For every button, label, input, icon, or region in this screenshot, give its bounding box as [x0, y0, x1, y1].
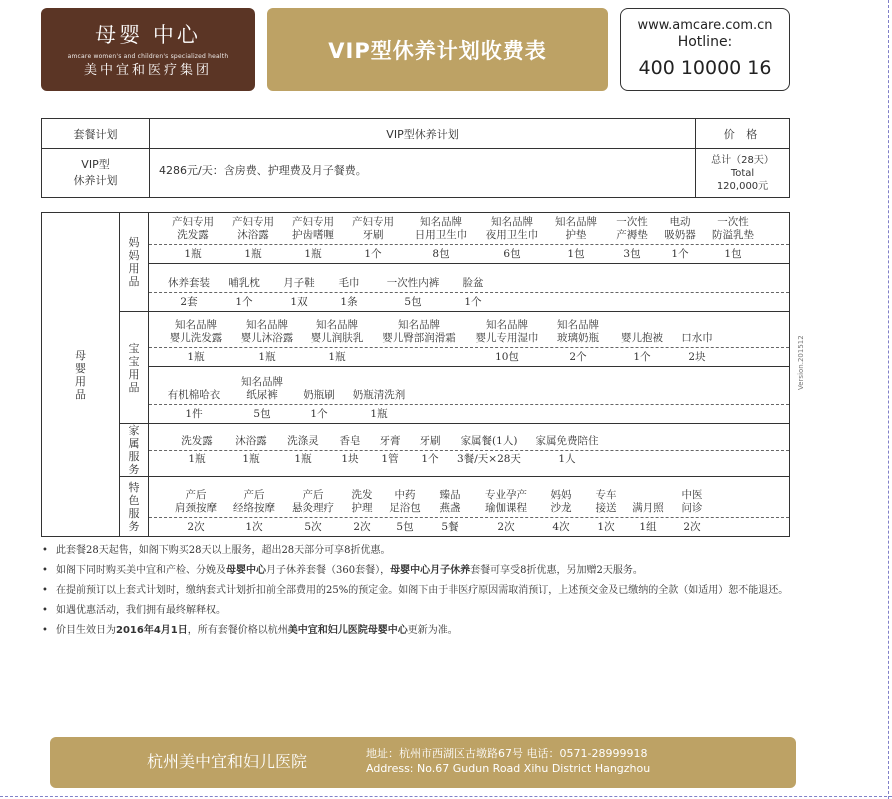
bullet-icon: •	[42, 585, 48, 596]
note-text: 美中宜和妇儿医院母婴中心	[287, 625, 408, 636]
item-qty: 1个	[310, 407, 328, 420]
item-qty: 1瓶	[187, 350, 205, 363]
item-qty: 10包	[495, 350, 519, 363]
item-name: 产妇专用 洗发露	[172, 216, 214, 242]
item-qty: 5次	[304, 520, 322, 533]
item-name: 知名品牌 婴儿臀部润滑霜	[382, 319, 456, 345]
item-name: 知名品牌 玻璃奶瓶	[557, 319, 599, 345]
address-cn: 地址：杭州市西湖区古墩路67号 电话：0571-28999918	[366, 747, 648, 760]
item-qty: 5餐	[441, 520, 459, 533]
item-name: 专车 接送	[595, 489, 617, 515]
item-name: 电动 吸奶器	[664, 216, 696, 242]
item-name: 月子鞋	[283, 277, 315, 290]
cut-line-bottom	[0, 796, 892, 797]
page-title: VIP型休养计划收费表	[267, 8, 608, 91]
plan-name: VIP型 休养计划	[42, 149, 150, 198]
item-name: 毛巾	[338, 277, 360, 290]
item-qty: 3餐/天×28天	[457, 452, 521, 465]
item-name: 知名品牌 婴儿专用湿巾	[475, 319, 539, 345]
section-baby-items	[149, 312, 790, 424]
item-qty: 1次	[597, 520, 615, 533]
item-name: 口水巾	[681, 332, 713, 345]
items-table	[41, 212, 790, 537]
cut-line-right	[888, 0, 889, 799]
item-block	[149, 213, 789, 264]
note-text: 2016年4月1日	[116, 625, 188, 636]
note-text: 母婴中心月子休养	[390, 565, 471, 576]
bullet-icon: •	[42, 605, 48, 616]
item-qty: 2个	[569, 350, 587, 363]
total-value: 120,000元	[716, 180, 769, 192]
note-text: 如遇优惠活动，我们拥有最终解释权。	[56, 605, 226, 616]
note-text: 母婴中心	[226, 565, 266, 576]
note-text: 价目生效日为	[56, 625, 116, 636]
item-qty: 1次	[245, 520, 263, 533]
note-text: 月子休养套餐（360套餐），	[266, 565, 391, 576]
item-qty: 1双	[290, 295, 308, 308]
item-name: 洗发 护理	[351, 489, 373, 515]
plan-table	[41, 118, 790, 198]
item-qty: 1瓶	[258, 350, 276, 363]
hotline-number[interactable]: 400 10000 16	[638, 57, 772, 79]
item-name: 一次性 产褥垫	[616, 216, 648, 242]
item-name: 有机棉哈衣	[167, 389, 221, 402]
plan-price	[696, 149, 790, 198]
note-text: 更新为准。	[407, 625, 458, 636]
hotline-label: Hotline:	[677, 34, 733, 50]
item-name: 家属免费陪住	[535, 434, 599, 447]
item-name: 产妇专用 牙刷	[352, 216, 394, 242]
item-name: 产后 肩颈按摩	[175, 489, 217, 515]
item-name: 牙膏	[379, 434, 401, 447]
item-name: 知名品牌 护垫	[555, 216, 597, 242]
item-qty: 6包	[503, 247, 521, 260]
item-name: 中药 足浴包	[389, 489, 421, 515]
item-name: 香皂	[339, 434, 361, 447]
section-mom-items	[149, 213, 790, 312]
bullet-icon: •	[42, 625, 48, 636]
note-item	[41, 543, 801, 558]
item-name: 一次性 防溢乳垫	[712, 216, 754, 242]
section-label-baby: 宝宝用品	[120, 312, 149, 424]
footer-bar	[50, 737, 796, 788]
item-qty: 1瓶	[244, 247, 262, 260]
item-qty: 1人	[558, 452, 576, 465]
item-name: 知名品牌 婴儿洗发露	[169, 319, 223, 345]
item-name: 知名品牌 婴儿沐浴露	[240, 319, 294, 345]
col-plan-header: 套餐计划	[42, 119, 150, 149]
note-item	[41, 603, 801, 618]
total-en: Total	[730, 167, 755, 179]
note-text: 在提前预订以上套式计划时，缴纳套式计划折扣前全部费用的25%的预定金。如阁下由于非医疗原因需取消预订，上述预交金及已缴纳的全款（如适用）恕不能退还。	[56, 585, 789, 596]
item-qty: 1个	[464, 295, 482, 308]
item-qty: 1件	[185, 407, 203, 420]
item-block	[149, 264, 789, 311]
item-name: 洗涤灵	[287, 434, 319, 447]
footer-hospital: 杭州美中宜和妇儿医院	[147, 752, 308, 771]
item-qty: 1瓶	[184, 247, 202, 260]
item-qty: 1组	[639, 520, 657, 533]
item-qty: 2次	[353, 520, 371, 533]
item-name: 产妇专用 护齿嗜喱	[292, 216, 334, 242]
item-qty: 1包	[724, 247, 742, 260]
note-item	[41, 623, 801, 638]
item-qty: 1瓶	[242, 452, 260, 465]
item-name: 奶瓶清洗剂	[352, 389, 406, 402]
contact-box	[620, 8, 790, 91]
notes-list	[41, 543, 801, 643]
item-name: 牙刷	[419, 434, 441, 447]
main-category: 母婴用品	[42, 213, 120, 537]
item-name: 产后 悬灸理疗	[292, 489, 334, 515]
item-qty: 3包	[623, 247, 641, 260]
version-tag: Version.201512	[797, 335, 805, 390]
logo-en: amcare women's and children's specialized health	[67, 53, 229, 60]
item-name: 中医 问诊	[681, 489, 703, 515]
item-qty: 2块	[688, 350, 706, 363]
bullet-icon: •	[42, 545, 48, 556]
item-name: 知名品牌 婴儿润肤乳	[310, 319, 364, 345]
plan-desc: 4286元/天：含房费、护理费及月子餐费。	[150, 149, 696, 198]
note-text: 如阁下同时购买美中宜和产检、分娩及	[56, 565, 226, 576]
item-qty: 1瓶	[188, 452, 206, 465]
section-special-items	[149, 477, 790, 537]
item-name: 一次性内裤	[386, 277, 440, 290]
section-label-family: 家属服务	[120, 424, 149, 477]
item-qty: 1个	[633, 350, 651, 363]
item-name: 满月照	[632, 502, 664, 515]
item-qty: 4次	[552, 520, 570, 533]
item-name: 产后 经络按摩	[233, 489, 275, 515]
section-label-mom: 妈妈用品	[120, 213, 149, 312]
item-name: 家属餐(1人)	[460, 434, 518, 447]
note-text: 此套餐28天起售，如阁下购买28天以上服务，超出28天部分可享8折优惠。	[56, 545, 391, 556]
item-qty: 1瓶	[328, 350, 346, 363]
footer-address	[366, 746, 650, 776]
item-name: 臻品 燕盏	[439, 489, 461, 515]
item-qty: 2套	[180, 295, 198, 308]
item-name: 产妇专用 沐浴露	[232, 216, 274, 242]
item-name: 知名品牌 日用卫生巾	[414, 216, 468, 242]
item-name: 专业孕产 瑜伽课程	[485, 489, 527, 515]
total-cn: 总计（28天）	[711, 154, 774, 166]
item-name: 洗发露	[181, 434, 213, 447]
website[interactable]: www.amcare.com.cn	[637, 18, 773, 33]
item-qty: 1条	[340, 295, 358, 308]
item-qty: 5包	[253, 407, 271, 420]
item-qty: 1个	[421, 452, 439, 465]
item-qty: 1瓶	[304, 247, 322, 260]
item-qty: 1块	[341, 452, 359, 465]
item-name: 知名品牌 夜用卫生巾	[485, 216, 539, 242]
item-name: 婴儿抱被	[621, 332, 663, 345]
item-qty: 1个	[671, 247, 689, 260]
item-name: 妈妈 沙龙	[550, 489, 572, 515]
item-qty: 5包	[396, 520, 414, 533]
item-qty: 2次	[683, 520, 701, 533]
item-name: 奶瓶刷	[303, 389, 335, 402]
section-family-items	[149, 424, 790, 477]
section-label-special: 特色服务	[120, 477, 149, 537]
item-qty: 1包	[567, 247, 585, 260]
note-item	[41, 563, 801, 578]
brand-logo	[41, 8, 255, 91]
item-block	[149, 312, 789, 367]
item-name: 知名品牌 纸尿裤	[241, 376, 283, 402]
logo-cn: 母婴 中心	[95, 23, 201, 47]
item-name: 沐浴露	[235, 434, 267, 447]
item-name: 哺乳枕	[228, 277, 260, 290]
bullet-icon: •	[42, 565, 48, 576]
item-qty: 1瓶	[370, 407, 388, 420]
item-qty: 2次	[187, 520, 205, 533]
item-name: 脸盆	[462, 277, 484, 290]
item-block	[149, 432, 789, 468]
item-qty: 1管	[381, 452, 399, 465]
item-name: 休养套装	[168, 277, 210, 290]
note-item	[41, 583, 801, 598]
note-text: 套餐可享受8折优惠，另加赠2天服务。	[470, 565, 643, 576]
note-text: ，所有套餐价格以杭州	[187, 625, 288, 636]
item-qty: 1个	[235, 295, 253, 308]
item-block	[149, 477, 789, 536]
item-qty: 5包	[404, 295, 422, 308]
col-price-header: 价 格	[696, 119, 790, 149]
item-qty: 1瓶	[294, 452, 312, 465]
col-plan-value-header: VIP型休养计划	[150, 119, 696, 149]
item-qty: 8包	[432, 247, 450, 260]
item-qty: 1个	[364, 247, 382, 260]
address-en: Address: No.67 Gudun Road Xihu District Hangzhou	[366, 762, 651, 775]
item-block	[149, 367, 789, 423]
item-qty: 2次	[497, 520, 515, 533]
logo-group: 美中宜和医疗集团	[83, 63, 212, 78]
